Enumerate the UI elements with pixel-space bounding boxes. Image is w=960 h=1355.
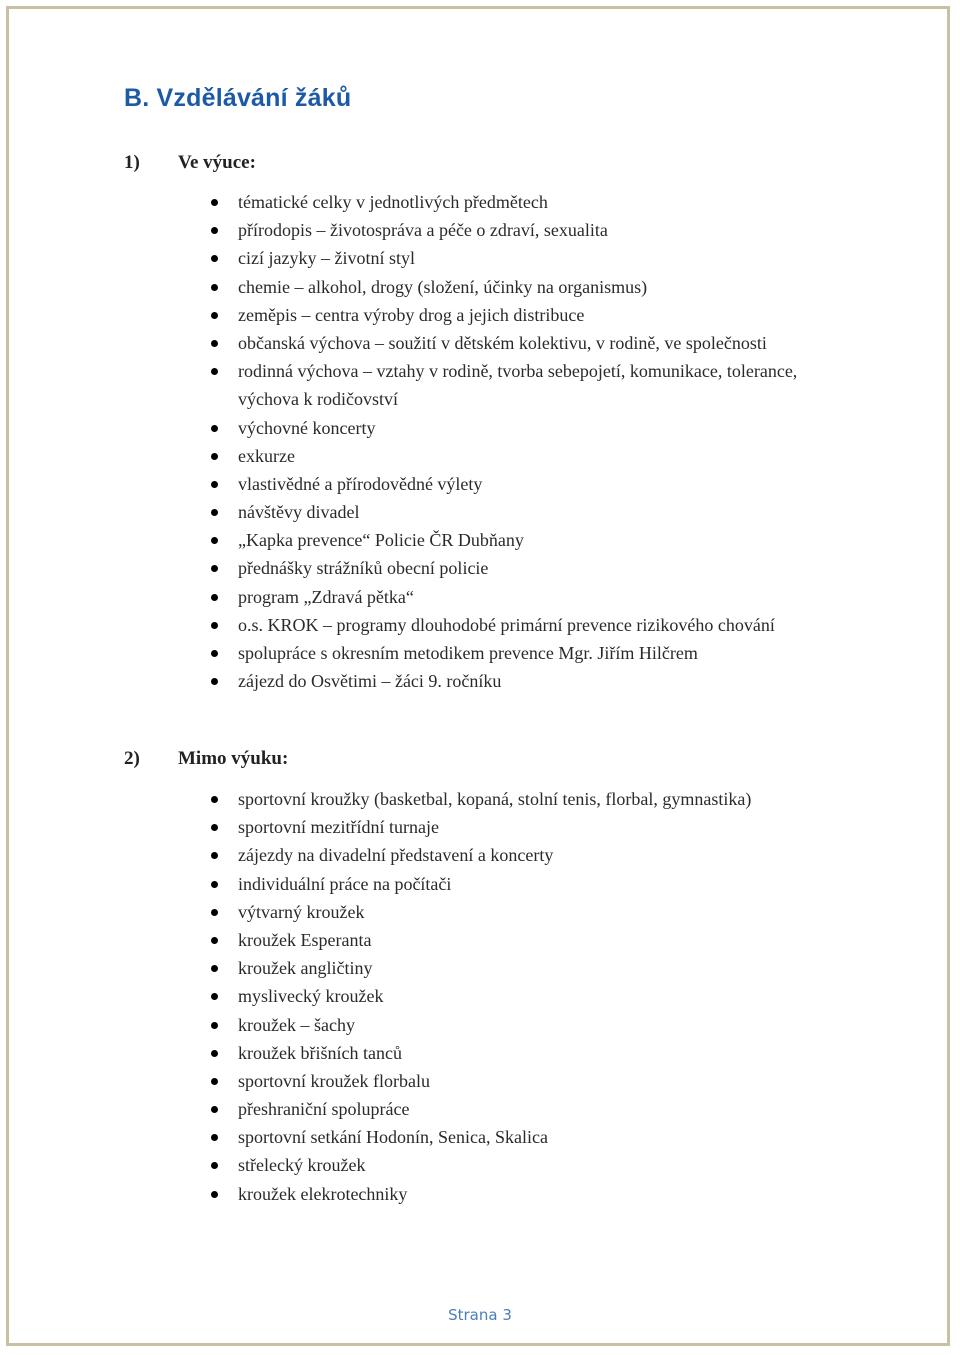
- bullet-icon: [211, 796, 218, 803]
- bullet-icon: [211, 1022, 218, 1029]
- list-item: výchovné koncerty: [238, 414, 838, 442]
- bullet-icon: [211, 1106, 218, 1113]
- list-item: kroužek břišních tanců: [238, 1039, 751, 1067]
- section-1-number: 1): [124, 152, 140, 173]
- bullet-icon: [211, 937, 218, 944]
- list-item: kroužek Esperanta: [238, 926, 751, 954]
- bullet-icon: [211, 199, 218, 206]
- bullet-icon: [211, 909, 218, 916]
- section-1-label: Ve výuce:: [178, 152, 256, 173]
- list-item: kroužek elekrotechniky: [238, 1180, 751, 1208]
- bullet-icon: [211, 340, 218, 347]
- section-2-title: [124, 748, 288, 770]
- list-item: přeshraniční spolupráce: [238, 1095, 751, 1123]
- bullet-icon: [211, 453, 218, 460]
- list-item: přednášky strážníků obecní policie: [238, 554, 838, 582]
- bullet-icon: [211, 622, 218, 629]
- page-title: B. Vzdělávání žáků: [124, 84, 352, 112]
- list-item: zájezdy na divadelní představení a koncerty: [238, 841, 751, 869]
- list-item: spolupráce s okresním metodikem prevence Mgr. Jiřím Hilčrem: [238, 639, 838, 667]
- list-item: „Kapka prevence“ Policie ČR Dubňany: [238, 526, 838, 554]
- section-1-title: [124, 152, 256, 174]
- list-item: vlastivědné a přírodovědné výlety: [238, 470, 838, 498]
- page-number: Strana 3: [448, 1306, 512, 1324]
- list-item: občanská výchova – soužití v dětském kolektivu, v rodině, ve společnosti: [238, 329, 838, 357]
- list-item: myslivecký kroužek: [238, 982, 751, 1010]
- section-2-label: Mimo výuku:: [178, 748, 289, 769]
- list-item: program „Zdravá pětka“: [238, 583, 838, 611]
- list-item: návštěvy divadel: [238, 498, 838, 526]
- list-item: výtvarný kroužek: [238, 898, 751, 926]
- bullet-icon: [211, 312, 218, 319]
- list-item: zeměpis – centra výroby drog a jejich distribuce: [238, 301, 838, 329]
- section-1-list: [238, 188, 838, 695]
- list-item: střelecký kroužek: [238, 1151, 751, 1179]
- list-item: sportovní kroužky (basketbal, kopaná, stolní tenis, florbal, gymnastika): [238, 785, 751, 813]
- section-2-number: 2): [124, 748, 140, 769]
- list-item: přírodopis – životospráva a péče o zdraví, sexualita: [238, 216, 838, 244]
- bullet-icon: [211, 481, 218, 488]
- list-item: sportovní kroužek florbalu: [238, 1067, 751, 1095]
- list-item: zájezd do Osvětimi – žáci 9. ročníku: [238, 667, 838, 695]
- bullet-icon: [211, 881, 218, 888]
- list-item: chemie – alkohol, drogy (složení, účinky na organismus): [238, 273, 838, 301]
- list-item: rodinná výchova – vztahy v rodině, tvorba sebepojetí, komunikace, tolerance, výchova k rodičovství: [238, 357, 838, 413]
- list-item: cizí jazyky – životní styl: [238, 244, 838, 272]
- bullet-icon: [211, 284, 218, 291]
- list-item: sportovní mezitřídní turnaje: [238, 813, 751, 841]
- list-item: kroužek – šachy: [238, 1011, 751, 1039]
- list-item: sportovní setkání Hodonín, Senica, Skalica: [238, 1123, 751, 1151]
- bullet-icon: [211, 425, 218, 432]
- bullet-icon: [211, 1191, 218, 1198]
- bullet-icon: [211, 594, 218, 601]
- list-item: kroužek angličtiny: [238, 954, 751, 982]
- bullet-icon: [211, 1050, 218, 1057]
- list-item: tématické celky v jednotlivých předmětech: [238, 188, 838, 216]
- bullet-icon: [211, 1078, 218, 1085]
- list-item: exkurze: [238, 442, 838, 470]
- list-item: o.s. KROK – programy dlouhodobé primární prevence rizikového chování: [238, 611, 838, 639]
- bullet-icon: [211, 650, 218, 657]
- list-item: individuální práce na počítači: [238, 870, 751, 898]
- section-2-list: [238, 785, 751, 1208]
